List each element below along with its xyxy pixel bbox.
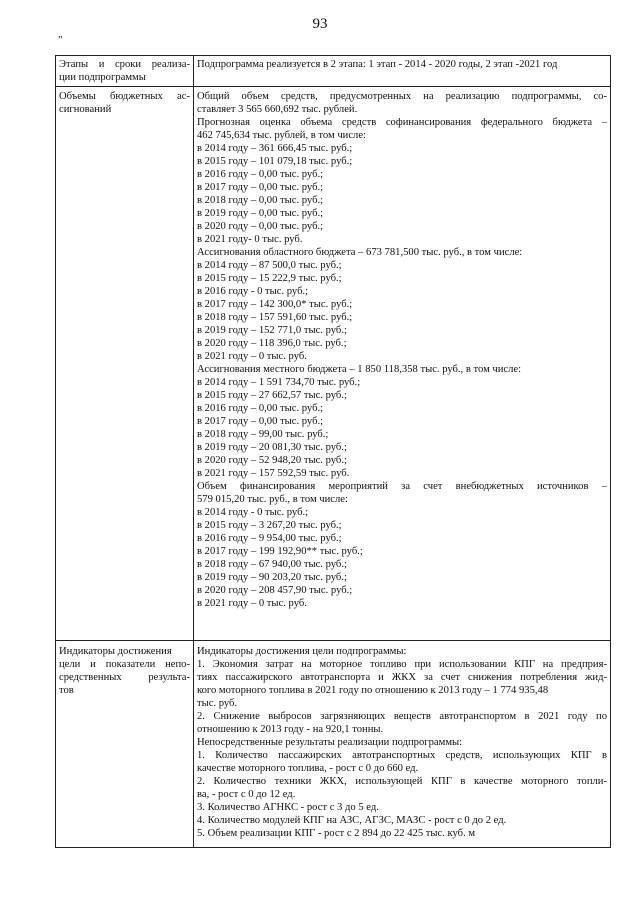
text-line: в 2016 году – 9 954,00 тыс. руб.; [197,533,342,544]
text-line: Ассигнования местного бюджета – 1 850 118,358 тыс. руб., в том числе: [197,364,522,375]
text-line: тыс. руб. [197,698,238,709]
text-line: Ассигнования областного бюджета – 673 781,500 тыс. руб., в том числе: [197,247,523,258]
text-line: в 2014 году - 0 тыс. руб.; [197,507,309,518]
text-line: в 2014 году – 361 666,45 тыс. руб.; [197,143,353,154]
text-line: в 2017 году – 0,00 тыс. руб.; [197,182,324,193]
text-line: в 2020 году – 0,00 тыс. руб.; [197,221,324,232]
text-line: Подпрограмма реализуется в 2 этапа: 1 этап - 2014 - 2020 годы, 2 этап -2021 год [197,59,558,70]
text-line: в 2016 году – 0,00 тыс. руб.; [197,169,324,180]
row-label-budget [56,87,194,641]
text-line: в 2015 году – 15 222,9 тыс. руб.; [197,273,342,284]
text-line: Непосредственные результаты реализации подпрограммы: [197,737,463,748]
page-number: 93 [312,16,328,32]
text-line: в 2014 году – 87 500,0 тыс. руб.; [197,260,342,271]
row-content-budget [194,87,611,641]
text-line: в 2018 году – 67 940,00 тыс. руб.; [197,559,347,570]
text-line: 462 745,634 тыс. рублей, в том числе: [197,130,366,141]
text-line: в 2021 году- 0 тыс. руб. [197,234,303,245]
text-line: в 2021 году – 0 тыс. руб. [197,598,307,609]
text-line: в 2018 году – 157 591,60 тыс. руб.; [197,312,353,323]
text-line: ставляет 3 565 660,692 тыс. рублей. [197,104,358,115]
text-line: в 2015 году – 27 662,57 тыс. руб.; [197,390,347,401]
table-row [56,641,611,848]
text-line: отношению к 2013 году - на 920,1 тонны. [197,724,384,735]
text-line: в 2017 году – 0,00 тыс. руб.; [197,416,324,427]
text-line: Общий объем средств, предусмотренных на реализацию подпрограммы, со- [197,91,607,102]
text-line: средственных результа- [59,672,190,683]
text-line: 1. Количество пассажирских автотранспортных средств, использующих КПГ в [197,750,607,761]
text-line: в 2016 году – 0,00 тыс. руб.; [197,403,324,414]
text-line: тов [59,685,74,696]
text-line: Индикаторы достижения [59,646,172,657]
text-line: Индикаторы достижения цели подпрограммы: [197,646,407,657]
text-line: ции подпрограммы [59,72,146,83]
text-line: 4. Количество модулей КПГ на АЗС, АГЗС, МАЗС - рост с 0 до 2 ед. [197,815,507,826]
text-line: ва, - рост с 0 до 12 ед. [197,789,296,800]
text-line: в 2020 году – 118 396,0 тыс. руб.; [197,338,347,349]
text-line: Прогнозная оценка объема средств софинансирования федерального бюджета – [197,117,607,128]
text-line: в 2019 году – 90 203,20 тыс. руб.; [197,572,347,583]
text-line: в 2015 году – 3 267,20 тыс. руб.; [197,520,342,531]
text-line: 5. Объем реализации КПГ - рост с 2 894 до 22 425 тыс. куб. м [197,828,476,839]
text-line: Объемы бюджетных ас- [59,91,190,102]
text-line: в 2018 году – 99,00 тыс. руб.; [197,429,329,440]
text-line: 2. Снижение выбросов загрязняющих веществ автотранспортом в 2021 году по [197,711,607,722]
text-line: цели и показатели непо- [59,659,190,670]
table-row [56,87,611,641]
row-label-stages [56,56,194,87]
text-line: в 2020 году – 52 948,20 тыс. руб.; [197,455,347,466]
text-line: 1. Экономия затрат на моторное топливо при использовании КПГ на предприя- [197,659,607,670]
text-line: качестве моторного топлива, - рост с 0 до 660 ед. [197,763,419,774]
text-line: 3. Количество АГНКС - рост с 3 до 5 ед. [197,802,379,813]
text-line: в 2018 году – 0,00 тыс. руб.; [197,195,324,206]
text-line: в 2020 году – 208 457,90 тыс. руб.; [197,585,353,596]
text-line: кого моторного топлива в 2021 году по отношению к 2013 году – 1 774 935,48 [197,685,549,696]
table-row [56,56,611,87]
text-line: в 2016 году - 0 тыс. руб.; [197,286,309,297]
text-line: в 2019 году – 152 771,0 тыс. руб.; [197,325,347,336]
text-line: в 2021 году – 157 592,59 тыс. руб. [197,468,350,479]
text-line: в 2014 году – 1 591 734,70 тыс. руб.; [197,377,361,388]
text-line: Этапы и сроки реализа- [59,59,190,70]
text-line: в 2017 году – 142 300,0* тыс. руб.; [197,299,353,310]
text-line: Объем финансирования мероприятий за счет внебюджетных источников – [197,481,607,492]
subprogram-passport-table [55,55,611,848]
text-line: в 2015 году – 101 079,18 тыс. руб.; [197,156,353,167]
text-line: 2. Количество техники ЖКХ, использующей КПГ в качестве моторного топли- [197,776,607,787]
text-line: в 2019 году – 0,00 тыс. руб.; [197,208,324,219]
text-line: сигнований [59,104,112,115]
text-line: 579 015,20 тыс. руб., в том числе: [197,494,348,505]
text-line: в 2021 году – 0 тыс. руб. [197,351,307,362]
row-content-stages [194,56,611,87]
row-content-indicators [194,641,611,848]
text-line: в 2017 году – 199 192,90** тыс. руб.; [197,546,363,557]
text-line: тиях пассажирского автотранспорта и ЖКХ за счет снижения потребления жид- [197,672,607,683]
row-label-indicators [56,641,194,848]
text-line: в 2019 году – 20 081,30 тыс. руб.; [197,442,347,453]
opening-quote-mark: " [58,34,63,46]
